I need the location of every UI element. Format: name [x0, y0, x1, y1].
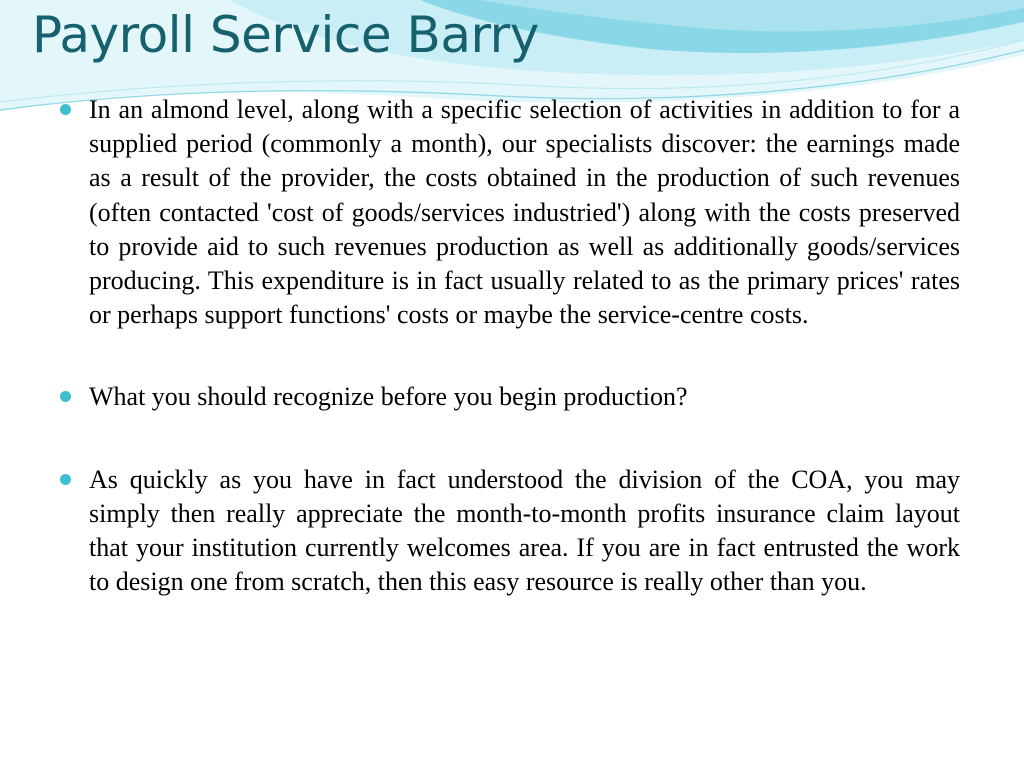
bullet-item-1: [60, 93, 960, 332]
bullet-text-2: What you should recognize before you begin production?: [89, 382, 688, 412]
slide-title: Payroll Service Barry: [32, 6, 539, 64]
bullet-text-1: In an almond level, along with a specific selection of activities in addition to for a supplied period (commonly a month), our specialists discover: the earnings made as a result of the provider, the costs obtained in the production of such revenues (often contacted 'cost of goods/services industried') along with the costs preserved to provide aid to such revenues production as well as additionally goods/services producing. This expenditure is in fact usually related to as the primary prices' rates or perhaps support functions' costs or maybe the service-centre costs.: [89, 95, 960, 330]
bullet-icon: [60, 104, 71, 115]
bullet-text-3: As quickly as you have in fact understood the division of the COA, you may simply then really appreciate the month-to-month profits insurance claim layout that your institution currently welcomes area. If you are in fact entrusted the work to design one from scratch, then this easy resource is really other than you.: [89, 464, 960, 597]
bullet-item-3: [60, 463, 960, 600]
bullet-icon: [60, 474, 71, 485]
bullet-icon: [60, 391, 71, 402]
bullet-item-2: [60, 380, 960, 414]
bullet-list: [60, 93, 960, 647]
